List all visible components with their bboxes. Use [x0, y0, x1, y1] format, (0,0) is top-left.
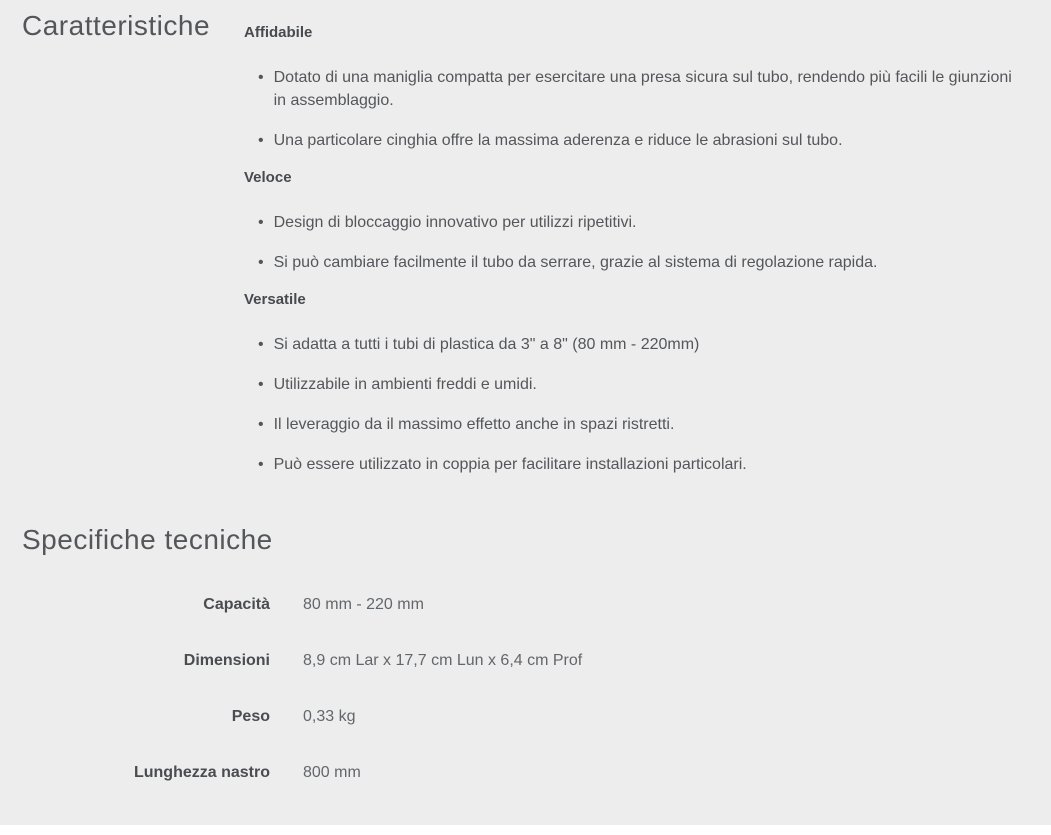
- list-item: [258, 129, 1019, 152]
- list-item: [258, 66, 1019, 112]
- bullet-icon: •: [258, 416, 264, 433]
- list-item: [258, 211, 1019, 234]
- feature-group-veloce: [244, 169, 1019, 274]
- feature-bullet-text: Può essere utilizzato in coppia per facilitare installazioni particolari.: [273, 456, 747, 473]
- features-title-column: [22, 0, 244, 493]
- table-row: [22, 705, 1051, 728]
- bullet-icon: •: [258, 336, 264, 353]
- specs-section: [0, 523, 1051, 784]
- feature-bullet-text: Il leveraggio da il massimo effetto anche in spazi ristretti.: [273, 416, 675, 433]
- feature-bullet-text: Una particolare cinghia offre la massima aderenza e riduce le abrasioni sul tubo.: [273, 132, 843, 149]
- bullet-icon: •: [258, 456, 264, 473]
- feature-bullet-list: [244, 333, 1019, 476]
- feature-group-heading: Affidabile: [244, 24, 313, 41]
- bullet-icon: •: [258, 69, 264, 86]
- feature-group-affidabile: [244, 24, 1019, 152]
- list-item: [258, 333, 1019, 356]
- feature-bullet-text: Utilizzabile in ambienti freddi e umidi.: [273, 376, 537, 393]
- table-row: [22, 593, 1051, 616]
- feature-group-heading: Versatile: [244, 291, 306, 308]
- feature-bullet-text: Si adatta a tutti i tubi di plastica da 3" a 8" (80 mm - 220mm): [273, 336, 700, 353]
- spec-label: Peso: [231, 707, 270, 725]
- features-content: [244, 0, 1019, 493]
- list-item: [258, 251, 1019, 274]
- feature-bullet-list: [244, 66, 1019, 152]
- feature-bullet-text: Design di bloccaggio innovativo per utilizzi ripetitivi.: [273, 214, 637, 231]
- spec-label: Dimensioni: [183, 651, 270, 669]
- spec-label: Lunghezza nastro: [133, 763, 270, 781]
- bullet-icon: •: [258, 214, 264, 231]
- feature-group-versatile: [244, 291, 1019, 476]
- list-item: [258, 413, 1019, 436]
- bullet-icon: •: [258, 254, 264, 271]
- bullet-icon: •: [258, 376, 264, 393]
- features-section-title: Caratteristiche: [22, 10, 211, 41]
- spec-value: 80 mm - 220 mm: [303, 595, 424, 613]
- spec-value: 800 mm: [303, 763, 361, 781]
- feature-bullet-text: Si può cambiare facilmente il tubo da serrare, grazie al sistema di regolazione rapida.: [273, 254, 878, 271]
- spec-value: 8,9 cm Lar x 17,7 cm Lun x 6,4 cm Prof: [303, 651, 583, 669]
- next-section-strip: [0, 825, 1051, 835]
- bullet-icon: •: [258, 132, 264, 149]
- specs-table: [22, 593, 1051, 784]
- feature-group-heading: Veloce: [244, 169, 292, 186]
- feature-bullet-list: [244, 211, 1019, 274]
- table-row: [22, 761, 1051, 784]
- spec-value: 0,33 kg: [303, 707, 356, 725]
- feature-bullet-text: Dotato di una maniglia compatta per esercitare una presa sicura sul tubo, rendendo più facili le giunzioni in assemblaggio.: [273, 69, 1012, 109]
- table-row: [22, 649, 1051, 672]
- list-item: [258, 373, 1019, 396]
- list-item: [258, 453, 1019, 476]
- spec-label: Capacità: [203, 595, 270, 613]
- specs-section-title: Specifiche tecniche: [22, 524, 273, 555]
